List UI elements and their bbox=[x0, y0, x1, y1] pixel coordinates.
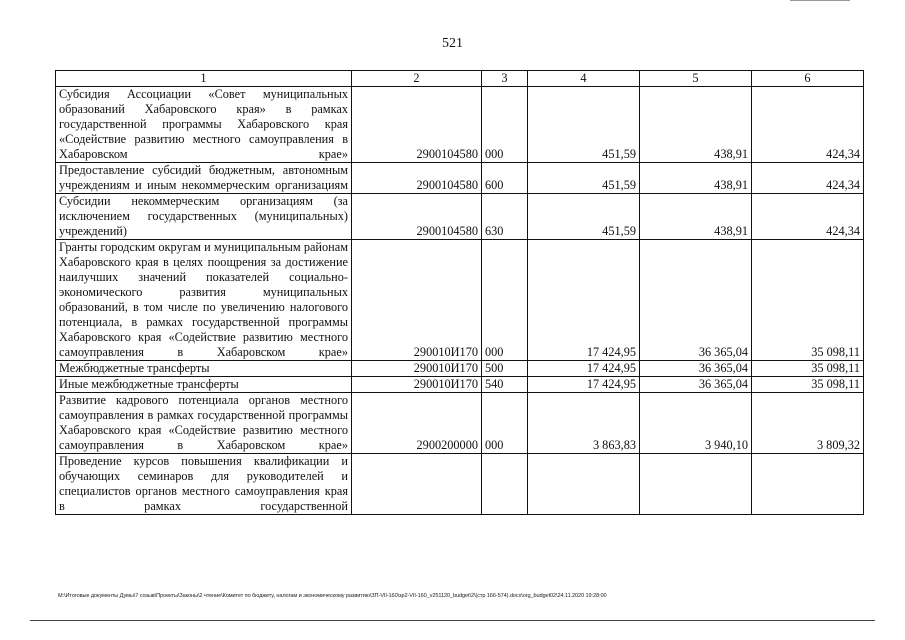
row-value-col6 bbox=[752, 454, 864, 515]
row-expense-type: 000 bbox=[482, 393, 528, 454]
row-value-col4: 451,59 bbox=[528, 87, 640, 163]
row-name: Иные межбюджетные трансферты bbox=[56, 377, 352, 393]
row-expense-type: 630 bbox=[482, 194, 528, 240]
scan-edge-mark bbox=[790, 0, 850, 1]
row-value-col6: 35 098,11 bbox=[752, 361, 864, 377]
row-target-code: 290010И170 bbox=[352, 361, 482, 377]
row-target-code bbox=[352, 454, 482, 515]
row-value-col5: 36 365,04 bbox=[640, 377, 752, 393]
budget-table bbox=[55, 70, 864, 515]
row-value-col5: 36 365,04 bbox=[640, 240, 752, 361]
row-name: Предоставление субсидий бюджетным, автономным учреждениям и иным некоммерческим организациям bbox=[56, 163, 352, 194]
row-value-col5: 438,91 bbox=[640, 194, 752, 240]
row-value-col4: 17 424,95 bbox=[528, 240, 640, 361]
row-name: Развитие кадрового потенциала органов местного самоуправления в рамках государственной программы Хабаровского края «Содействие развитию местного самоуправления в Хабаровском крае» bbox=[56, 393, 352, 454]
row-value-col6: 35 098,11 bbox=[752, 240, 864, 361]
row-value-col5: 438,91 bbox=[640, 87, 752, 163]
row-target-code: 2900104580 bbox=[352, 163, 482, 194]
row-expense-type bbox=[482, 454, 528, 515]
row-value-col5: 3 940,10 bbox=[640, 393, 752, 454]
row-target-code: 2900104580 bbox=[352, 87, 482, 163]
row-name: Гранты городским округам и муниципальным районам Хабаровского края в целях поощрения за достижение наилучших значений показателей социально-экономического развития муниципальных образований, в том числе по увеличению налогового потенциала, в рамках государственной программы Хабаровского края «Содействие развитию местного самоуправления в Хабаровском крае» bbox=[56, 240, 352, 361]
row-value-col4: 17 424,95 bbox=[528, 361, 640, 377]
table-row bbox=[56, 361, 864, 377]
table-row bbox=[56, 377, 864, 393]
page-bottom-rule bbox=[30, 620, 875, 621]
row-value-col4: 3 863,83 bbox=[528, 393, 640, 454]
table-row bbox=[56, 194, 864, 240]
row-value-col4 bbox=[528, 454, 640, 515]
row-expense-type: 000 bbox=[482, 87, 528, 163]
row-value-col6: 3 809,32 bbox=[752, 393, 864, 454]
table-row bbox=[56, 240, 864, 361]
row-value-col6: 424,34 bbox=[752, 194, 864, 240]
row-value-col6: 35 098,11 bbox=[752, 377, 864, 393]
table-row bbox=[56, 87, 864, 163]
row-expense-type: 500 bbox=[482, 361, 528, 377]
row-target-code: 2900104580 bbox=[352, 194, 482, 240]
row-value-col4: 451,59 bbox=[528, 194, 640, 240]
row-value-col5: 36 365,04 bbox=[640, 361, 752, 377]
page-number: 521 bbox=[442, 36, 463, 51]
row-value-col6: 424,34 bbox=[752, 87, 864, 163]
header-row bbox=[56, 71, 864, 87]
row-value-col4: 17 424,95 bbox=[528, 377, 640, 393]
row-target-code: 2900200000 bbox=[352, 393, 482, 454]
row-value-col5 bbox=[640, 454, 752, 515]
table-row bbox=[56, 454, 864, 515]
header-col-5: 5 bbox=[640, 71, 752, 87]
row-value-col4: 451,59 bbox=[528, 163, 640, 194]
row-expense-type: 000 bbox=[482, 240, 528, 361]
header-col-3: 3 bbox=[482, 71, 528, 87]
header-col-2: 2 bbox=[352, 71, 482, 87]
row-value-col5: 438,91 bbox=[640, 163, 752, 194]
header-col-1: 1 bbox=[56, 71, 352, 87]
table-row bbox=[56, 163, 864, 194]
header-col-4: 4 bbox=[528, 71, 640, 87]
table-row bbox=[56, 393, 864, 454]
row-expense-type: 600 bbox=[482, 163, 528, 194]
row-target-code: 290010И170 bbox=[352, 240, 482, 361]
header-col-6: 6 bbox=[752, 71, 864, 87]
row-value-col6: 424,34 bbox=[752, 163, 864, 194]
row-target-code: 290010И170 bbox=[352, 377, 482, 393]
document-file-path: M:\Итоговые документы Думы\7 созыв\Проекты\Законы\2 чтение\Комитет по бюджету, налогам и экономическому развитию\ЗП-VII-160\зр2-VII-160_v251120_budget\2\(стр 166-574).docx\org_budget02\24.11.2020 19:28:00 bbox=[58, 593, 607, 599]
row-name: Субсидии некоммерческим организациям (за исключением государственных (муниципальных) учреждений) bbox=[56, 194, 352, 240]
row-name: Межбюджетные трансферты bbox=[56, 361, 352, 377]
row-name: Субсидия Ассоциации «Совет муниципальных образований Хабаровского края» в рамках государственной программы Хабаровского края «Содействие развитию местного самоуправления в Хабаровском крае» bbox=[56, 87, 352, 163]
row-expense-type: 540 bbox=[482, 377, 528, 393]
row-name: Проведение курсов повышения квалификации и обучающих семинаров для руководителей и специалистов органов местного самоуправления края в рамках государственной bbox=[56, 454, 352, 515]
